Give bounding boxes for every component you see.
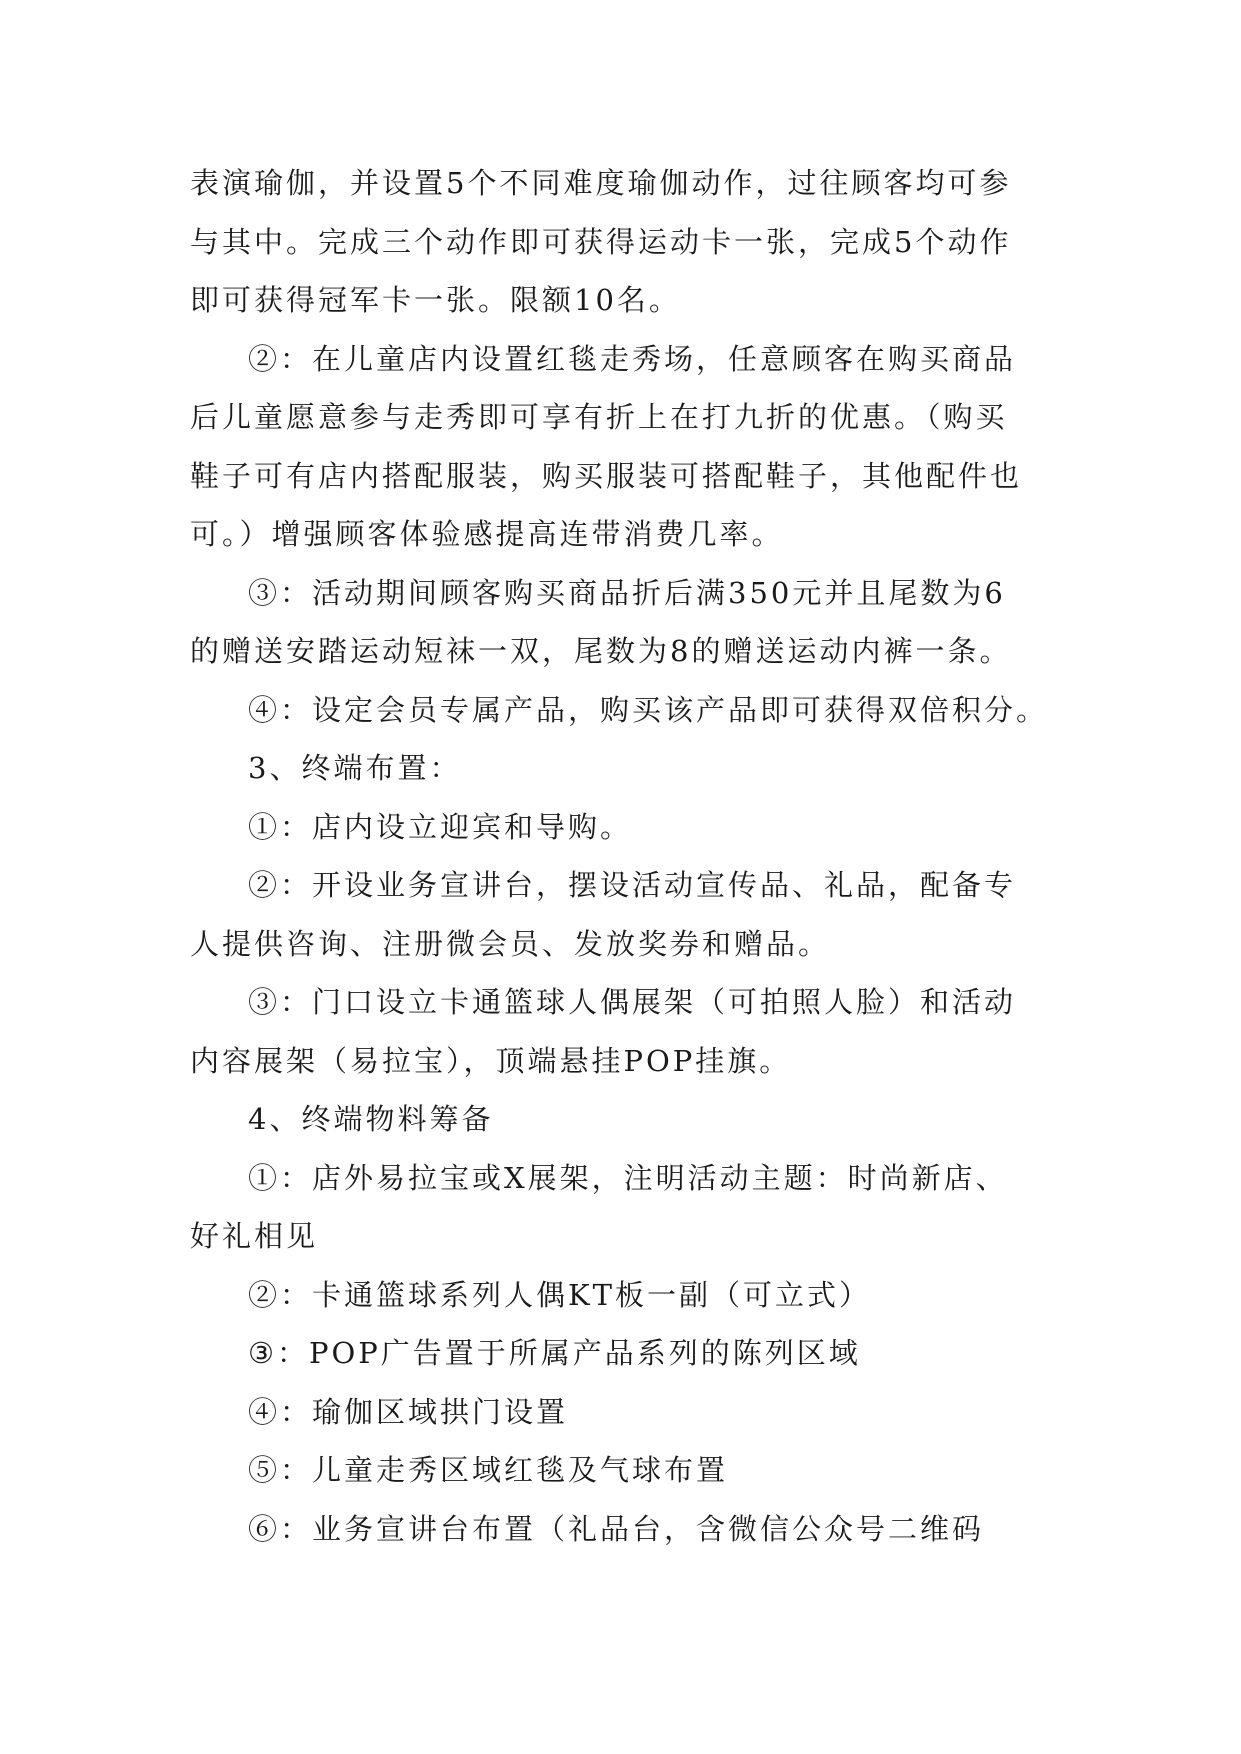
text-line: ③：POP广告置于所属产品系列的陈列区域 (248, 1336, 861, 1370)
text-line: ④：瑜伽区域拱门设置 (248, 1394, 569, 1429)
document-body (190, 154, 1070, 1558)
text-line: ④：设定会员专属产品，购买该产品即可获得双倍积分。 (248, 692, 1049, 727)
text-line: ①：店内设立迎宾和导购。 (248, 809, 633, 844)
text-line: 人提供咨询、注册微会员、发放奖券和赠品。 (190, 926, 831, 961)
text-line: 后儿童愿意参与走秀即可享有折上在打九折的优惠。（购买 (190, 400, 1008, 434)
text-line: ③：活动期间顾客购买商品折后满350元并且尾数为6 (248, 575, 1006, 610)
section-heading: 4、终端物料筹备 (248, 1102, 494, 1136)
text-line: ②：开设业务宣讲台，摆设活动宣传品、礼品，配备专 (248, 868, 1017, 902)
text-line: 好礼相见 (190, 1219, 319, 1253)
text-line: 可。）增强顾客体验感提高连带消费几率。 (190, 517, 784, 551)
text-line: 表演瑜伽，并设置5个不同难度瑜伽动作，过往顾客均可参 (190, 166, 1012, 200)
text-line: ①：店外易拉宝或X展架，注明活动主题：时尚新店、 (248, 1160, 1008, 1195)
text-line: ②：在儿童店内设置红毯走秀场，任意顾客在购买商品 (248, 341, 1017, 376)
text-line: 内容展架（易拉宝），顶端悬挂POP挂旗。 (190, 1043, 792, 1078)
text-line: ③：门口设立卡通篮球人偶展架（可拍照人脸）和活动 (248, 985, 1017, 1019)
text-line: ②：卡通篮球系列人偶KT板一副（可立式） (248, 1277, 872, 1312)
text-line: 即可获得冠军卡一张。限额10名。 (190, 283, 681, 317)
text-line: ⑥：业务宣讲台布置（礼品台，含微信公众号二维码 (248, 1511, 985, 1546)
text-line: 与其中。完成三个动作即可获得运动卡一张，完成5个动作 (190, 224, 1012, 259)
text-line: 鞋子可有店内搭配服装，购买服装可搭配鞋子，其他配件也 (190, 458, 1023, 493)
text-line: 的赠送安踏运动短袜一双，尾数为8的赠送运动内裤一条。 (190, 634, 1012, 668)
text-line: ⑤：儿童走秀区域红毯及气球布置 (248, 1453, 729, 1487)
section-heading: 3、终端布置： (248, 751, 462, 785)
